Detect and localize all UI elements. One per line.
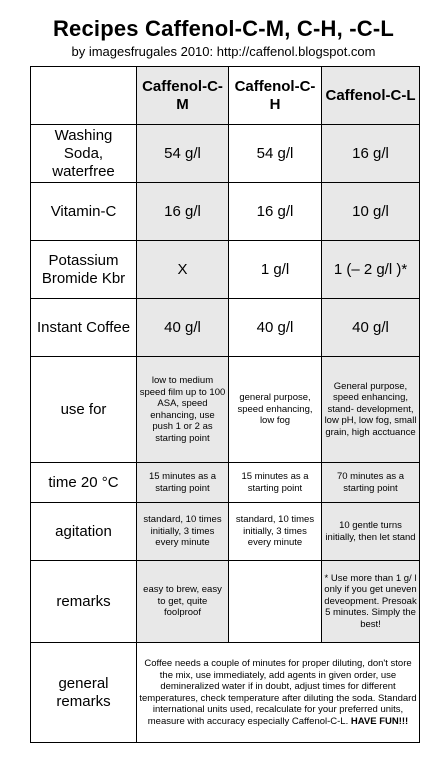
cell-value: 15 minutes as a starting point — [229, 463, 322, 503]
cell-value: General purpose, speed enhancing, stand- development, low pH, low fog, small grain, high acctuance — [322, 357, 420, 463]
table-row — [31, 125, 420, 183]
cell-value: 16 g/l — [229, 183, 322, 241]
cell-value: 54 g/l — [229, 125, 322, 183]
cell-value: * Use more than 1 g/ l only if you get uneven deveopment. Presoak 5 minutes. Simply the best! — [322, 561, 420, 643]
cell-value: 1 g/l — [229, 241, 322, 299]
row-label-general-remarks: general remarks — [31, 643, 137, 743]
table-row — [31, 357, 420, 463]
row-label-vitamin-c: Vitamin-C — [31, 183, 137, 241]
general-remarks-body: Coffee needs a couple of minutes for proper diluting, don't store the mix, use immediately, add agents in given order, use demineralized water if in doubt, adjust times for different temperatures, check temperature after diluting the soda. Standard international units used, recalculate for your preferred units, measure with accuracy especially Caffenol-C-L. — [139, 658, 417, 727]
cell-value: 16 g/l — [137, 183, 229, 241]
table-row — [31, 183, 420, 241]
table-row — [31, 503, 420, 561]
cell-value: standard, 10 times initially, 3 times every minute — [137, 503, 229, 561]
have-fun-text: HAVE FUN!!! — [350, 715, 409, 727]
cell-value: 10 g/l — [322, 183, 420, 241]
cell-value: 1 (– 2 g/l )* — [322, 241, 420, 299]
cell-value: 40 g/l — [322, 299, 420, 357]
column-header-c-l: Caffenol-C-L — [322, 67, 420, 125]
column-header-c-m: Caffenol-C-M — [137, 67, 229, 125]
cell-value: easy to brew, easy to get, quite foolproof — [137, 561, 229, 643]
page-subtitle: by imagesfrugales 2010: http://caffenol.blogspot.com — [71, 44, 376, 59]
table-row — [31, 463, 420, 503]
cell-value: 40 g/l — [229, 299, 322, 357]
cell-value: low to medium speed film up to 100 ASA, speed enhancing, use push 1 or 2 as starting point — [137, 357, 229, 463]
general-remarks-text — [137, 643, 420, 743]
row-label-potassium-bromide: Potassium Bromide Kbr — [31, 241, 137, 299]
cell-value: X — [137, 241, 229, 299]
cell-value: general purpose, speed enhancing, low fog — [229, 357, 322, 463]
column-header-c-h: Caffenol-C-H — [229, 67, 322, 125]
recipe-table — [30, 66, 420, 743]
corner-cell — [31, 67, 137, 125]
cell-value: standard, 10 times initially, 3 times every minute — [229, 503, 322, 561]
cell-value: 54 g/l — [137, 125, 229, 183]
cell-value — [229, 561, 322, 643]
row-label-washing-soda: Washing Soda, waterfree — [31, 125, 137, 183]
cell-value: 70 minutes as a starting point — [322, 463, 420, 503]
cell-value: 16 g/l — [322, 125, 420, 183]
general-remarks-row — [31, 643, 420, 743]
cell-value: 10 gentle turns initially, then let stand — [322, 503, 420, 561]
table-row — [31, 241, 420, 299]
table-row — [31, 561, 420, 643]
row-label-use-for: use for — [31, 357, 137, 463]
header-row — [31, 67, 420, 125]
page-title: Recipes Caffenol-C-M, C-H, -C-L — [52, 16, 395, 41]
row-label-agitation: agitation — [31, 503, 137, 561]
row-label-remarks: remarks — [31, 561, 137, 643]
table-row — [31, 299, 420, 357]
cell-value: 15 minutes as a starting point — [137, 463, 229, 503]
row-label-instant-coffee: Instant Coffee — [31, 299, 137, 357]
cell-value: 40 g/l — [137, 299, 229, 357]
row-label-time: time 20 °C — [31, 463, 137, 503]
